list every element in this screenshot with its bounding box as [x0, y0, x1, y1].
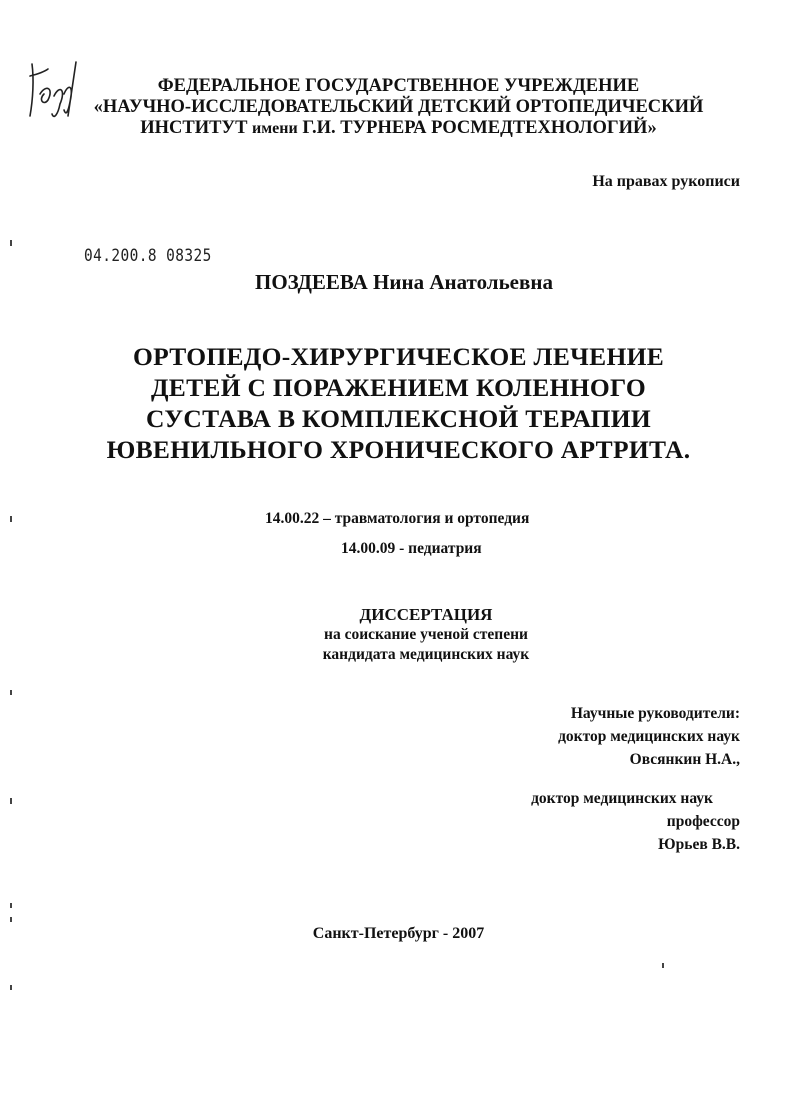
dissertation-line-1: на соискание ученой степени — [324, 626, 528, 643]
institution-line-2: «НАУЧНО-ИССЛЕДОВАТЕЛЬСКИЙ ДЕТСКИЙ ОРТОПЕДИЧЕСКИЙ — [93, 97, 704, 117]
supervisor-1-name: Овсянкин Н.А., — [629, 751, 740, 768]
margin-mark — [10, 985, 12, 990]
manuscript-rights: На правах рукописи — [592, 173, 740, 190]
supervisor-2-degree: доктор медицинских наук — [531, 790, 713, 807]
supervisors-heading: Научные руководители: — [570, 705, 740, 722]
archive-stamp-number: 04.200.8 08325 — [84, 246, 212, 266]
institution-line-3c: Г.И. ТУРНЕРА РОСМЕДТЕХНОЛОГИЙ» — [302, 118, 657, 138]
dissertation-heading: ДИССЕРТАЦИЯ — [359, 605, 493, 624]
specialty-code-2: 14.00.09 - педиатрия — [341, 540, 482, 557]
city-year: Санкт-Петербург - 2007 — [312, 925, 485, 942]
supervisor-2-name: Юрьев В.В. — [658, 836, 740, 853]
title-line-1: ОРТОПЕДО-ХИРУРГИЧЕСКОЕ ЛЕЧЕНИЕ — [132, 342, 665, 371]
margin-mark — [10, 798, 12, 804]
institution-line-3 — [0, 118, 797, 139]
dissertation-title — [0, 341, 797, 465]
title-line-2: ДЕТЕЙ С ПОРАЖЕНИЕМ КОЛЕННОГО — [150, 373, 647, 402]
supervisors-block — [558, 702, 740, 771]
title-line-3: СУСТАВА В КОМПЛЕКСНОЙ ТЕРАПИИ — [145, 404, 651, 433]
margin-mark — [10, 903, 12, 908]
supervisor-2-block — [531, 787, 740, 856]
supervisor-2-title: профессор — [666, 813, 740, 830]
author-name: ПОЗДЕЕВА Нина Анатольевна — [255, 270, 553, 294]
dissertation-block — [301, 605, 551, 665]
margin-mark — [10, 917, 12, 922]
specialty-code-1: 14.00.22 – травматология и ортопедия — [265, 510, 530, 527]
institution-line-1: ФЕДЕРАЛЬНОЕ ГОСУДАРСТВЕННОЕ УЧРЕЖДЕНИЕ — [157, 76, 640, 96]
institution-line-3b: имени — [252, 120, 298, 137]
title-line-4: ЮВЕНИЛЬНОГО ХРОНИЧЕСКОГО АРТРИТА. — [106, 435, 691, 464]
margin-mark — [662, 963, 664, 968]
margin-mark — [10, 240, 12, 246]
margin-mark — [10, 690, 12, 695]
institution-line-3a: ИНСТИТУТ — [140, 118, 248, 138]
dissertation-line-2: кандидата медицинских наук — [322, 646, 530, 663]
supervisor-1-degree: доктор медицинских наук — [558, 728, 740, 745]
institution-header — [0, 76, 797, 139]
margin-mark — [10, 516, 12, 522]
